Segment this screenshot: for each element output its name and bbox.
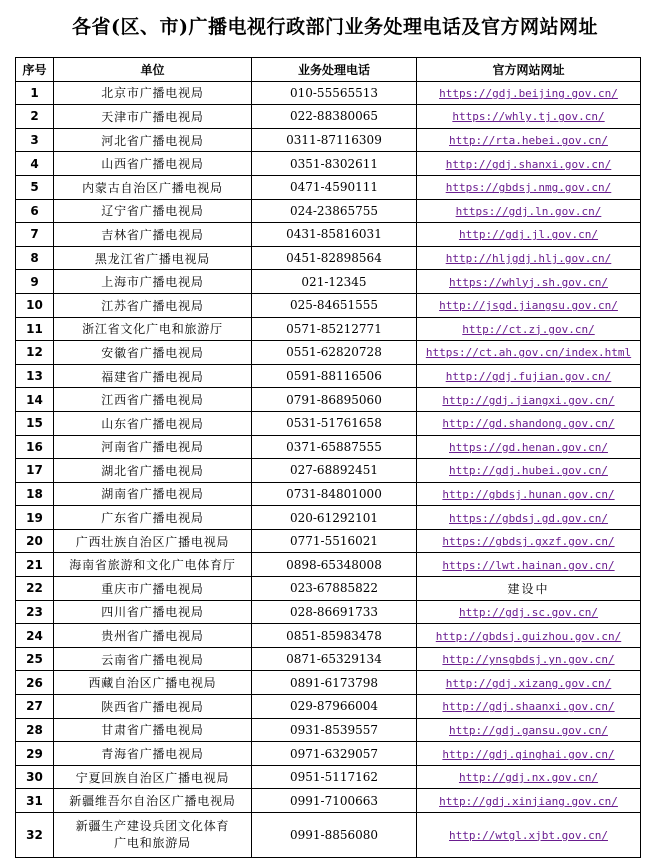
table-row — [16, 600, 641, 624]
unit-name: 四川省广播电视局 — [54, 600, 252, 624]
website-cell — [417, 128, 641, 152]
website-link[interactable]: http://gd.shandong.gov.cn/ — [442, 417, 615, 431]
unit-name: 贵州省广播电视局 — [54, 624, 252, 648]
row-number: 30 — [16, 765, 54, 789]
website-cell — [417, 199, 641, 223]
table-row — [16, 482, 641, 506]
unit-name: 辽宁省广播电视局 — [54, 199, 252, 223]
row-number: 26 — [16, 671, 54, 695]
phone-number: 025-84651555 — [252, 293, 417, 317]
unit-name: 广东省广播电视局 — [54, 506, 252, 530]
row-number: 12 — [16, 341, 54, 365]
table-row — [16, 553, 641, 577]
website-link[interactable]: http://hljgdj.hlj.gov.cn/ — [445, 252, 612, 266]
phone-number: 0851-85983478 — [252, 624, 417, 648]
table-header-row — [16, 58, 641, 82]
phone-number: 0591-88116506 — [252, 364, 417, 388]
row-number: 19 — [16, 506, 54, 530]
unit-name: 福建省广播电视局 — [54, 364, 252, 388]
phone-number: 028-86691733 — [252, 600, 417, 624]
table-row — [16, 105, 641, 129]
row-number: 7 — [16, 223, 54, 247]
table-row — [16, 718, 641, 742]
website-link[interactable]: http://gdj.shanxi.gov.cn/ — [445, 157, 612, 171]
website-link[interactable]: http://gdj.gansu.gov.cn/ — [449, 723, 608, 737]
website-cell — [417, 577, 641, 601]
phone-number: 0471-4590111 — [252, 175, 417, 199]
phone-number: 0951-5117162 — [252, 765, 417, 789]
unit-name: 黑龙江省广播电视局 — [54, 246, 252, 270]
phone-number: 021-12345 — [252, 270, 417, 294]
row-number: 32 — [16, 813, 54, 858]
row-number: 13 — [16, 364, 54, 388]
header-unit: 单位 — [54, 58, 252, 82]
phone-number: 023-67885822 — [252, 577, 417, 601]
unit-name: 陕西省广播电视局 — [54, 695, 252, 719]
website-link[interactable]: https://gdj.ln.gov.cn/ — [455, 204, 602, 218]
row-number: 23 — [16, 600, 54, 624]
row-number: 17 — [16, 459, 54, 483]
table-row — [16, 742, 641, 766]
website-link[interactable]: http://gdj.xizang.gov.cn/ — [445, 676, 612, 690]
row-number: 27 — [16, 695, 54, 719]
website-cell — [417, 647, 641, 671]
unit-name: 宁夏回族自治区广播电视局 — [54, 765, 252, 789]
phone-number: 0771-5516021 — [252, 529, 417, 553]
website-link[interactable]: http://wtgl.xjbt.gov.cn/ — [449, 828, 608, 842]
table-row — [16, 152, 641, 176]
website-cell — [417, 482, 641, 506]
row-number: 6 — [16, 199, 54, 223]
website-cell — [417, 789, 641, 813]
row-number: 21 — [16, 553, 54, 577]
unit-name: 安徽省广播电视局 — [54, 341, 252, 365]
table-row — [16, 246, 641, 270]
table-row — [16, 671, 641, 695]
row-number: 11 — [16, 317, 54, 341]
phone-number: 0371-65887555 — [252, 435, 417, 459]
table-row — [16, 81, 641, 105]
phone-number: 0791-86895060 — [252, 388, 417, 412]
page-title: 各省(区、市)广播电视行政部门业务处理电话及官方网站网址 — [72, 16, 598, 38]
website-link[interactable]: https://gdj.beijing.gov.cn/ — [439, 86, 618, 100]
row-number: 16 — [16, 435, 54, 459]
table-row — [16, 695, 641, 719]
header-no: 序号 — [16, 58, 54, 82]
website-link[interactable]: http://jsgd.jiangsu.gov.cn/ — [439, 299, 618, 313]
phone-number: 0871-65329134 — [252, 647, 417, 671]
website-link[interactable]: http://gdj.jl.gov.cn/ — [458, 228, 599, 242]
website-cell — [417, 742, 641, 766]
row-number: 24 — [16, 624, 54, 648]
phone-number: 0731-84801000 — [252, 482, 417, 506]
unit-name: 江西省广播电视局 — [54, 388, 252, 412]
website-link[interactable]: http://gdj.nx.gov.cn/ — [458, 771, 599, 785]
website-link[interactable]: http://gbdsj.hunan.gov.cn/ — [442, 487, 615, 501]
table-row — [16, 624, 641, 648]
website-cell — [417, 270, 641, 294]
table-row — [16, 317, 641, 341]
table-row — [16, 388, 641, 412]
unit-name: 山东省广播电视局 — [54, 411, 252, 435]
unit-name: 江苏省广播电视局 — [54, 293, 252, 317]
unit-name: 云南省广播电视局 — [54, 647, 252, 671]
website-cell — [417, 600, 641, 624]
website-link[interactable]: https://lwt.hainan.gov.cn/ — [442, 558, 615, 572]
unit-name: 新疆生产建设兵团文化体育 广电和旅游局 — [54, 813, 252, 858]
table-row — [16, 765, 641, 789]
website-link[interactable]: http://rta.hebei.gov.cn/ — [449, 134, 608, 148]
website-cell — [417, 435, 641, 459]
website-cell — [417, 223, 641, 247]
header-phone: 业务处理电话 — [252, 58, 417, 82]
website-link[interactable]: http://gdj.shaanxi.gov.cn/ — [442, 700, 615, 714]
website-cell — [417, 317, 641, 341]
phone-number: 0551-62820728 — [252, 341, 417, 365]
website-link[interactable]: https://gd.henan.gov.cn/ — [449, 440, 608, 454]
unit-name: 新疆维吾尔自治区广播电视局 — [54, 789, 252, 813]
unit-name: 浙江省文化广电和旅游厅 — [54, 317, 252, 341]
unit-name: 上海市广播电视局 — [54, 270, 252, 294]
row-number: 1 — [16, 81, 54, 105]
row-number: 8 — [16, 246, 54, 270]
phone-number: 0931-8539557 — [252, 718, 417, 742]
website-link[interactable]: http://gbdsj.guizhou.gov.cn/ — [435, 629, 622, 643]
row-number: 3 — [16, 128, 54, 152]
website-link[interactable]: http://ct.zj.gov.cn/ — [462, 322, 595, 336]
unit-name: 天津市广播电视局 — [54, 105, 252, 129]
website-cell — [417, 624, 641, 648]
row-number: 15 — [16, 411, 54, 435]
unit-name: 青海省广播电视局 — [54, 742, 252, 766]
row-number: 9 — [16, 270, 54, 294]
table-body — [16, 81, 641, 857]
row-number: 25 — [16, 647, 54, 671]
website-link[interactable]: https://gbdsj.nmg.gov.cn/ — [445, 181, 612, 195]
table-row — [16, 506, 641, 530]
website-cell — [417, 813, 641, 858]
website-link[interactable]: http://gdj.qinghai.gov.cn/ — [442, 747, 615, 761]
phone-number: 0531-51761658 — [252, 411, 417, 435]
unit-name: 河北省广播电视局 — [54, 128, 252, 152]
phone-number: 024-23865755 — [252, 199, 417, 223]
website-cell — [417, 341, 641, 365]
website-cell — [417, 459, 641, 483]
website-link[interactable]: http://gdj.jiangxi.gov.cn/ — [442, 393, 615, 407]
table-row — [16, 411, 641, 435]
website-link[interactable]: http://gdj.xinjiang.gov.cn/ — [439, 794, 618, 808]
phone-number: 022-88380065 — [252, 105, 417, 129]
website-link[interactable]: http://ynsgbdsj.yn.gov.cn/ — [442, 653, 615, 667]
website-link[interactable]: https://whlyj.sh.gov.cn/ — [449, 275, 608, 289]
website-cell — [417, 152, 641, 176]
website-cell — [417, 553, 641, 577]
website-cell — [417, 718, 641, 742]
website-cell — [417, 411, 641, 435]
phone-number: 010-55565513 — [252, 81, 417, 105]
website-link[interactable]: https://ct.ah.gov.cn/index.html — [425, 346, 632, 360]
table-row — [16, 293, 641, 317]
header-website: 官方网站网址 — [417, 58, 641, 82]
website-link[interactable]: https://gbdsj.gd.gov.cn/ — [449, 511, 608, 525]
table-row — [16, 459, 641, 483]
unit-name: 内蒙古自治区广播电视局 — [54, 175, 252, 199]
row-number: 2 — [16, 105, 54, 129]
table-row — [16, 175, 641, 199]
row-number: 4 — [16, 152, 54, 176]
phone-number: 0898-65348008 — [252, 553, 417, 577]
table-row — [16, 341, 641, 365]
unit-name: 湖南省广播电视局 — [54, 482, 252, 506]
phone-number: 0431-85816031 — [252, 223, 417, 247]
unit-name: 北京市广播电视局 — [54, 81, 252, 105]
unit-name: 重庆市广播电视局 — [54, 577, 252, 601]
website-link[interactable]: http://gdj.sc.gov.cn/ — [458, 605, 599, 619]
table-row — [16, 577, 641, 601]
phone-number: 0311-87116309 — [252, 128, 417, 152]
phone-number: 0891-6173798 — [252, 671, 417, 695]
row-number: 20 — [16, 529, 54, 553]
phone-number: 027-68892451 — [252, 459, 417, 483]
website-status: 建设中 — [507, 581, 550, 596]
table-row — [16, 789, 641, 813]
table-row — [16, 647, 641, 671]
phone-number: 0351-8302611 — [252, 152, 417, 176]
row-number: 29 — [16, 742, 54, 766]
table-row — [16, 364, 641, 388]
website-link[interactable]: https://whly.tj.gov.cn/ — [452, 110, 605, 124]
table-row — [16, 435, 641, 459]
unit-name: 河南省广播电视局 — [54, 435, 252, 459]
website-cell — [417, 105, 641, 129]
row-number: 31 — [16, 789, 54, 813]
unit-name: 广西壮族自治区广播电视局 — [54, 529, 252, 553]
website-cell — [417, 529, 641, 553]
phone-number: 029-87966004 — [252, 695, 417, 719]
phone-number: 0451-82898564 — [252, 246, 417, 270]
table-row — [16, 270, 641, 294]
phone-number: 0571-85212771 — [252, 317, 417, 341]
unit-name: 海南省旅游和文化广电体育厅 — [54, 553, 252, 577]
website-link[interactable]: http://gdj.hubei.gov.cn/ — [449, 464, 608, 478]
website-link[interactable]: http://gdj.fujian.gov.cn/ — [445, 370, 612, 384]
unit-name: 山西省广播电视局 — [54, 152, 252, 176]
website-cell — [417, 506, 641, 530]
row-number: 5 — [16, 175, 54, 199]
phone-number: 020-61292101 — [252, 506, 417, 530]
website-cell — [417, 81, 641, 105]
contact-table — [15, 57, 641, 858]
website-cell — [417, 364, 641, 388]
unit-name: 甘肃省广播电视局 — [54, 718, 252, 742]
phone-number: 0991-8856080 — [252, 813, 417, 858]
phone-number: 0971-6329057 — [252, 742, 417, 766]
website-cell — [417, 388, 641, 412]
row-number: 14 — [16, 388, 54, 412]
table-row — [16, 199, 641, 223]
unit-name: 吉林省广播电视局 — [54, 223, 252, 247]
row-number: 28 — [16, 718, 54, 742]
row-number: 10 — [16, 293, 54, 317]
phone-number: 0991-7100663 — [252, 789, 417, 813]
table-row — [16, 813, 641, 858]
website-cell — [417, 671, 641, 695]
row-number: 18 — [16, 482, 54, 506]
website-cell — [417, 695, 641, 719]
table-row — [16, 128, 641, 152]
website-cell — [417, 175, 641, 199]
unit-name: 西藏自治区广播电视局 — [54, 671, 252, 695]
table-row — [16, 529, 641, 553]
website-cell — [417, 246, 641, 270]
row-number: 22 — [16, 577, 54, 601]
unit-name: 湖北省广播电视局 — [54, 459, 252, 483]
website-cell — [417, 765, 641, 789]
table-row — [16, 223, 641, 247]
website-cell — [417, 293, 641, 317]
website-link[interactable]: https://gbdsj.gxzf.gov.cn/ — [442, 535, 615, 549]
